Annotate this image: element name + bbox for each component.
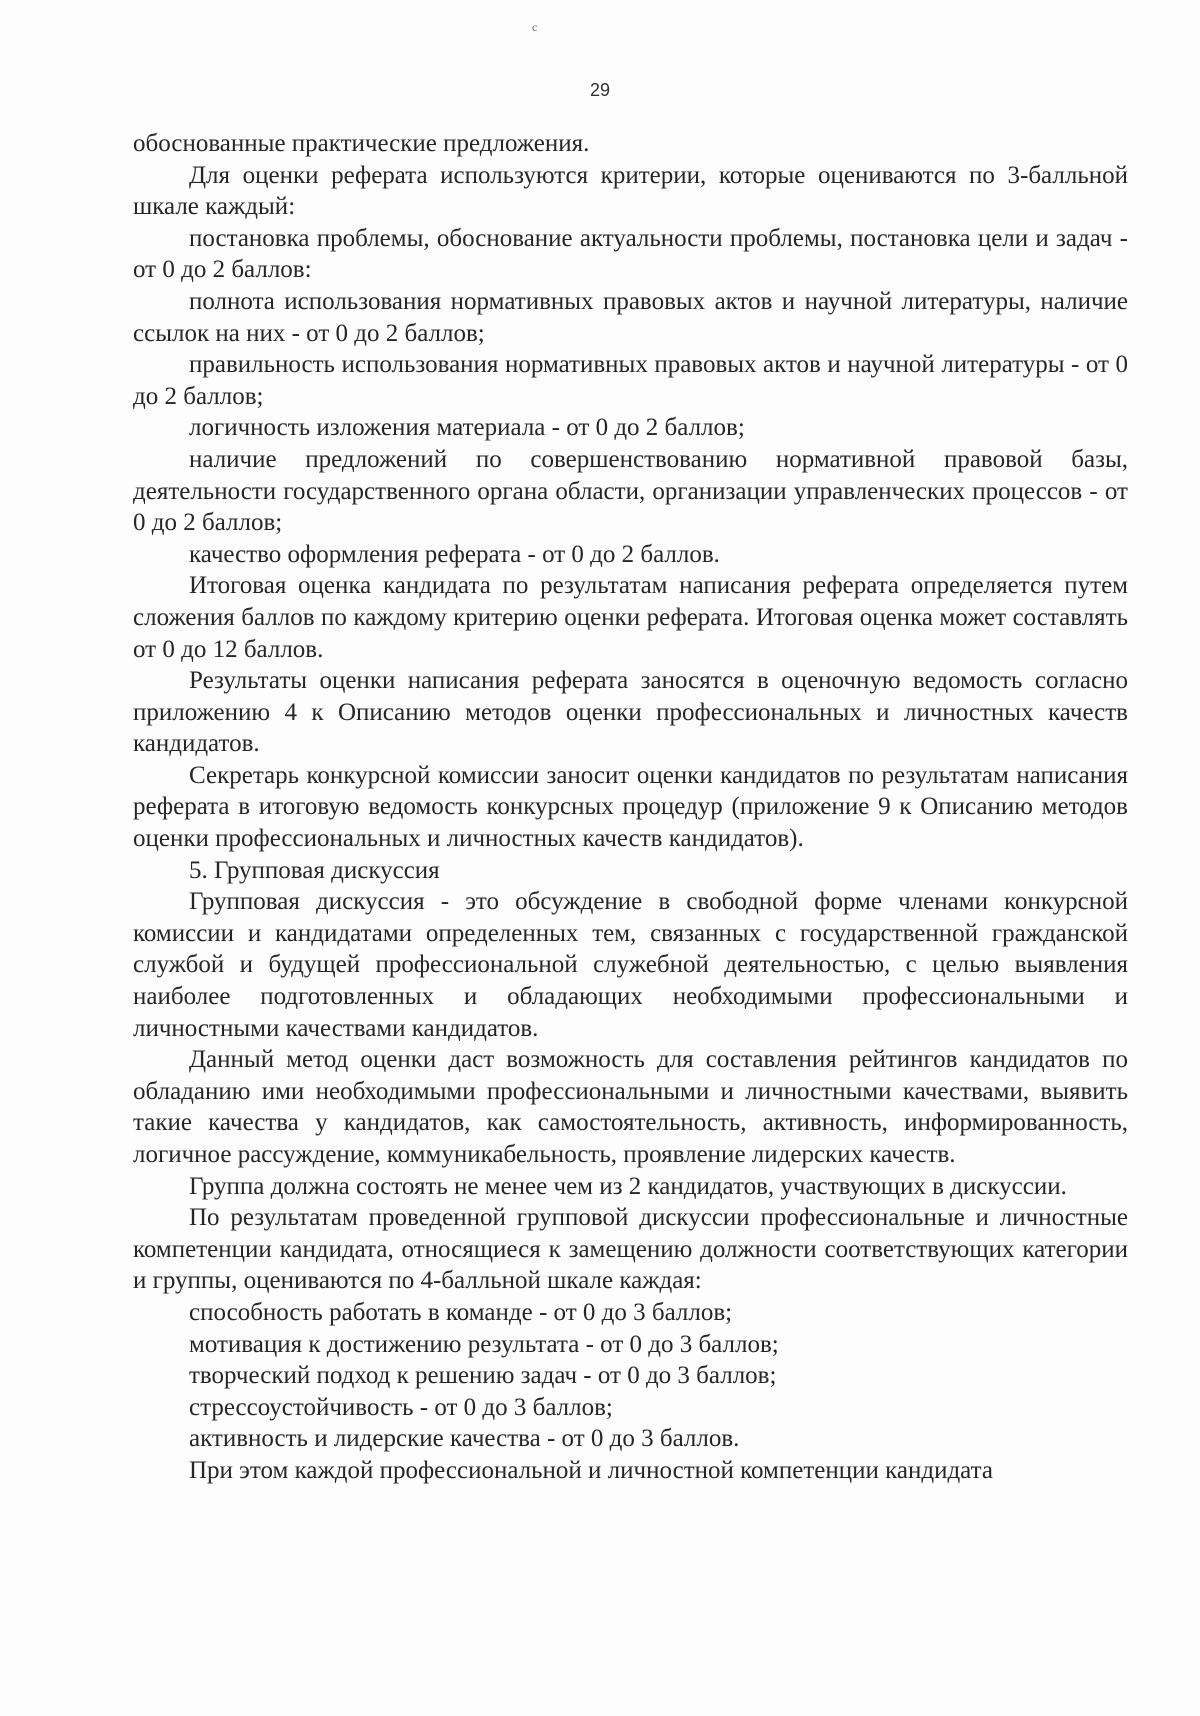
- scan-speck: с: [532, 20, 538, 34]
- paragraph: По результатам проведенной групповой дискуссии профессиональные и личностные компетенции кандидата, относящиеся к замещению должности соответствующих категории и группы, оцениваются по 4-балльной шкале каждая:: [133, 1204, 1128, 1295]
- paragraph: Результаты оценки написания реферата заносятся в оценочную ведомость согласно приложению 4 к Описанию методов оценки профессиональных и личностных качеств кандидатов.: [133, 667, 1128, 758]
- paragraph: Данный метод оценки даст возможность для составления рейтингов кандидатов по обладанию ими необходимыми профессиональными и личностными качествами, выявить такие качества у кандидатов, как самостоятельность, активность, информированность, логичное рассуждение, коммуникабельность, проявление лидерских качеств.: [133, 1046, 1128, 1168]
- list-item: наличие предложений по совершенствованию нормативной правовой базы, деятельности государственного органа области, организации управленческих процессов - от 0 до 2 баллов;: [133, 445, 1128, 537]
- list-item: творческий подход к решению задач - от 0 до 3 баллов;: [189, 1362, 777, 1390]
- list-item: качество оформления реферата - от 0 до 2 баллов.: [189, 540, 720, 568]
- list-item: активность и лидерские качества - от 0 до 3 баллов.: [189, 1425, 740, 1453]
- paragraph: Для оценки реферата используются критерии, которые оцениваются по 3-балльной шкале каждый:: [133, 161, 1128, 221]
- paragraph: Итоговая оценка кандидата по результатам написания реферата определяется путем сложения баллов по каждому критерию оценки реферата. Итоговая оценка может составлять от 0 до 12 баллов.: [133, 572, 1128, 663]
- document-body: [133, 128, 1128, 1487]
- list-item: способность работать в команде - от 0 до 3 баллов;: [189, 1298, 733, 1326]
- list-item: стрессоустойчивость - от 0 до 3 баллов;: [189, 1393, 613, 1421]
- list-item: постановка проблемы, обоснование актуальности проблемы, постановка цели и задач - от 0 до 2 баллов:: [133, 224, 1128, 284]
- page-number: 29: [589, 80, 611, 100]
- list-item: полнота использования нормативных правовых актов и научной литературы, наличие ссылок на них - от 0 до 2 баллов;: [133, 287, 1128, 347]
- list-item: логичность изложения материала - от 0 до 2 баллов;: [189, 414, 745, 442]
- paragraph: Группа должна состоять не менее чем из 2 кандидатов, участвующих в дискуссии.: [189, 1172, 1067, 1200]
- paragraph: Секретарь конкурсной комиссии заносит оценки кандидатов по результатам написания реферата в итоговую ведомость конкурсных процедур (приложение 9 к Описанию методов оценки профессиональных и личностных качеств кандидатов).: [133, 761, 1128, 853]
- paragraph: обоснованные практические предложения.: [133, 130, 590, 157]
- paragraph: Групповая дискуссия - это обсуждение в свободной форме членами конкурсной комиссии и кандидатами определенных тем, связанных с государственной гражданской службой и будущей профессиональной служебной деятельностью, с целью выявления наиболее подготовленных и обладающих необходимыми профессиональными и личностными качествами кандидатов.: [133, 888, 1128, 1042]
- paragraph: При этом каждой профессиональной и личностной компетенции кандидата: [189, 1456, 993, 1484]
- list-item: правильность использования нормативных правовых актов и научной литературы - от 0 до 2 баллов;: [133, 351, 1128, 410]
- section-heading: 5. Групповая дискуссия: [189, 856, 440, 884]
- list-item: мотивация к достижению результата - от 0 до 3 баллов;: [189, 1330, 779, 1358]
